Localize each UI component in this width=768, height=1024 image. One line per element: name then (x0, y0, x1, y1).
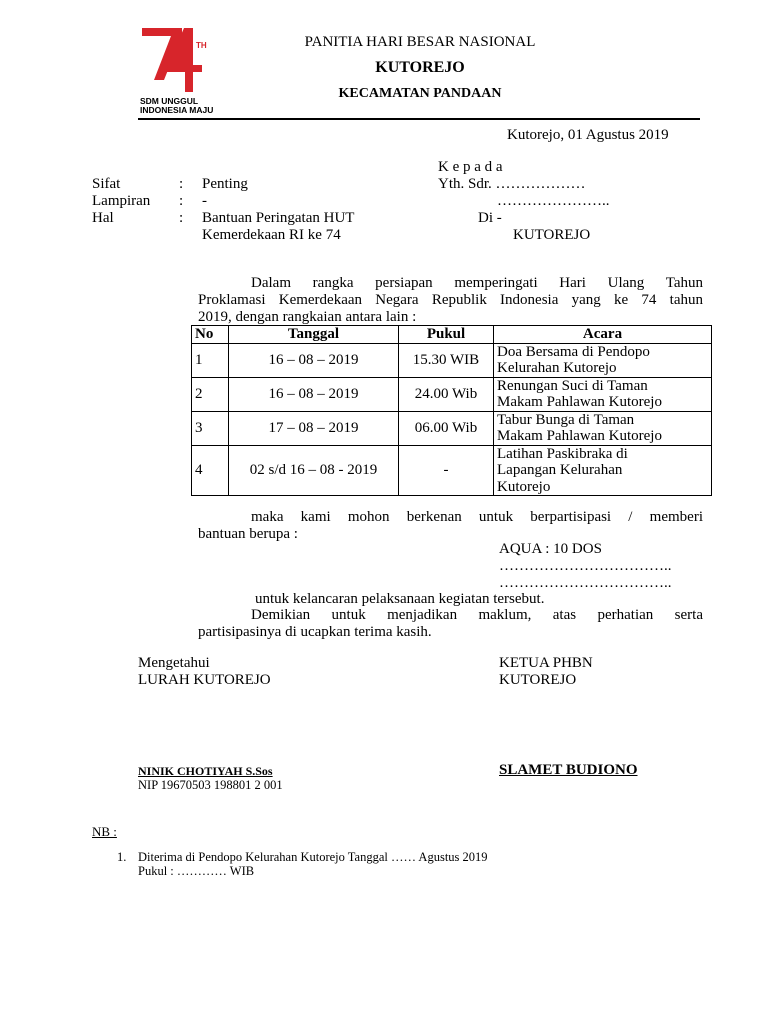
col-header-tanggal: Tanggal (229, 326, 399, 344)
intro-line-2: Proklamasi Kemerdekaan Negara Republik Indonesia yang ke 74 tahun (198, 292, 703, 308)
sifat-value: Penting (202, 176, 248, 192)
sign-right-name: SLAMET BUDIONO (499, 762, 638, 778)
lampiran-value: - (202, 193, 207, 209)
intro-line-3: 2019, dengan rangkaian antara lain : (198, 309, 417, 325)
acara-line: Doa Bersama di Pendopo (497, 343, 650, 360)
recipient-yth: Yth. Sdr. ……………… (438, 176, 586, 192)
logo-tagline-2: INDONESIA MAJU (140, 105, 214, 115)
table-row (192, 343, 712, 377)
notes-item-number: 1. (117, 850, 127, 864)
logo-th-text: TH (196, 41, 207, 50)
cell-pukul: - (399, 445, 494, 496)
cell-no: 2 (192, 377, 229, 411)
acara-line: Makam Pahlawan Kutorejo (497, 394, 662, 410)
cell-acara (494, 377, 712, 411)
sign-left-title-1: Mengetahui (138, 655, 210, 671)
acara-line: Kutorejo (497, 478, 551, 495)
col-header-acara: Acara (494, 326, 712, 344)
lampiran-colon: : (179, 193, 184, 209)
purpose-line: untuk kelancaran pelaksanaan kegiatan tersebut. (255, 591, 545, 607)
sign-left-nip: NIP 19670503 198801 2 001 (138, 778, 283, 792)
schedule-table (191, 325, 712, 496)
cell-acara (494, 445, 712, 496)
col-header-pukul: Pukul (399, 326, 494, 344)
table-row (192, 445, 712, 496)
table-header-row (192, 326, 712, 344)
recipient-di: Di - (478, 210, 502, 226)
acara-line: Tabur Bunga di Taman (497, 411, 635, 428)
header-district: KECAMATAN PANDAAN (338, 86, 502, 101)
logo-tagline-1: SDM UNGGUL (140, 96, 199, 106)
recipient-kepada: K e p a d a (438, 159, 503, 175)
acara-line: Latihan Paskibraka di (497, 445, 628, 462)
cell-acara (494, 343, 712, 377)
header-committee: PANITIA HARI BESAR NASIONAL (304, 34, 536, 50)
sign-left-title-2: LURAH KUTOREJO (138, 672, 271, 688)
cell-no: 1 (192, 343, 229, 377)
lampiran-label: Lampiran (92, 193, 151, 209)
cell-tanggal: 16 – 08 – 2019 (229, 377, 399, 411)
cell-pukul: 06.00 Wib (399, 411, 494, 445)
table-row (192, 411, 712, 445)
cell-no: 4 (192, 445, 229, 496)
header-village: KUTOREJO (375, 59, 465, 76)
notes-item-line-2: Pukul : ………… WIB (138, 864, 255, 878)
recipient-place: KUTOREJO (513, 227, 591, 243)
acara-line: Lapangan Kelurahan (497, 462, 623, 478)
sign-left-name: NINIK CHOTIYAH S.Sos (138, 764, 273, 778)
hal-label: Hal (92, 210, 114, 226)
cell-no: 3 (192, 411, 229, 445)
hal-colon: : (179, 210, 184, 226)
letter-date: Kutorejo, 01 Agustus 2019 (507, 127, 669, 143)
recipient-dots: ………………….. (497, 193, 610, 209)
cell-pukul: 24.00 Wib (399, 377, 494, 411)
donation-item-3: …………………………….. (499, 575, 672, 591)
request-line-1: maka kami mohon berkenan untuk berpartisipasi / memberi (251, 509, 703, 525)
col-header-no: No (192, 326, 229, 344)
notes-label: NB : (92, 824, 117, 839)
header-divider (138, 118, 700, 120)
acara-line: Kelurahan Kutorejo (497, 360, 617, 376)
cell-pukul: 15.30 WIB (399, 343, 494, 377)
cell-acara (494, 411, 712, 445)
sifat-colon: : (179, 176, 184, 192)
closing-line-2: partisipasinya di ucapkan terima kasih. (198, 624, 432, 640)
notes-item-line-1: Diterima di Pendopo Kelurahan Kutorejo Tanggal …… Agustus 2019 (138, 850, 488, 864)
cell-tanggal: 16 – 08 – 2019 (229, 343, 399, 377)
acara-line: Makam Pahlawan Kutorejo (497, 428, 662, 444)
table-row (192, 377, 712, 411)
sifat-label: Sifat (92, 176, 121, 192)
cell-tanggal: 17 – 08 – 2019 (229, 411, 399, 445)
closing-line-1: Demikian untuk menjadikan maklum, atas perhatian serta (251, 607, 703, 623)
sign-right-title-1: KETUA PHBN (499, 655, 593, 671)
cell-tanggal: 02 s/d 16 – 08 - 2019 (229, 445, 399, 496)
hal-value-2: Kemerdekaan RI ke 74 (202, 227, 341, 243)
hal-value-1: Bantuan Peringatan HUT (202, 210, 355, 226)
acara-line: Renungan Suci di Taman (497, 377, 648, 394)
request-line-2: bantuan berupa : (198, 526, 298, 542)
intro-line-1: Dalam rangka persiapan memperingati Hari Ulang Tahun (251, 275, 703, 291)
sign-right-title-2: KUTOREJO (499, 672, 577, 688)
donation-item-1: AQUA : 10 DOS (499, 541, 602, 557)
donation-item-2: …………………………….. (499, 558, 672, 574)
